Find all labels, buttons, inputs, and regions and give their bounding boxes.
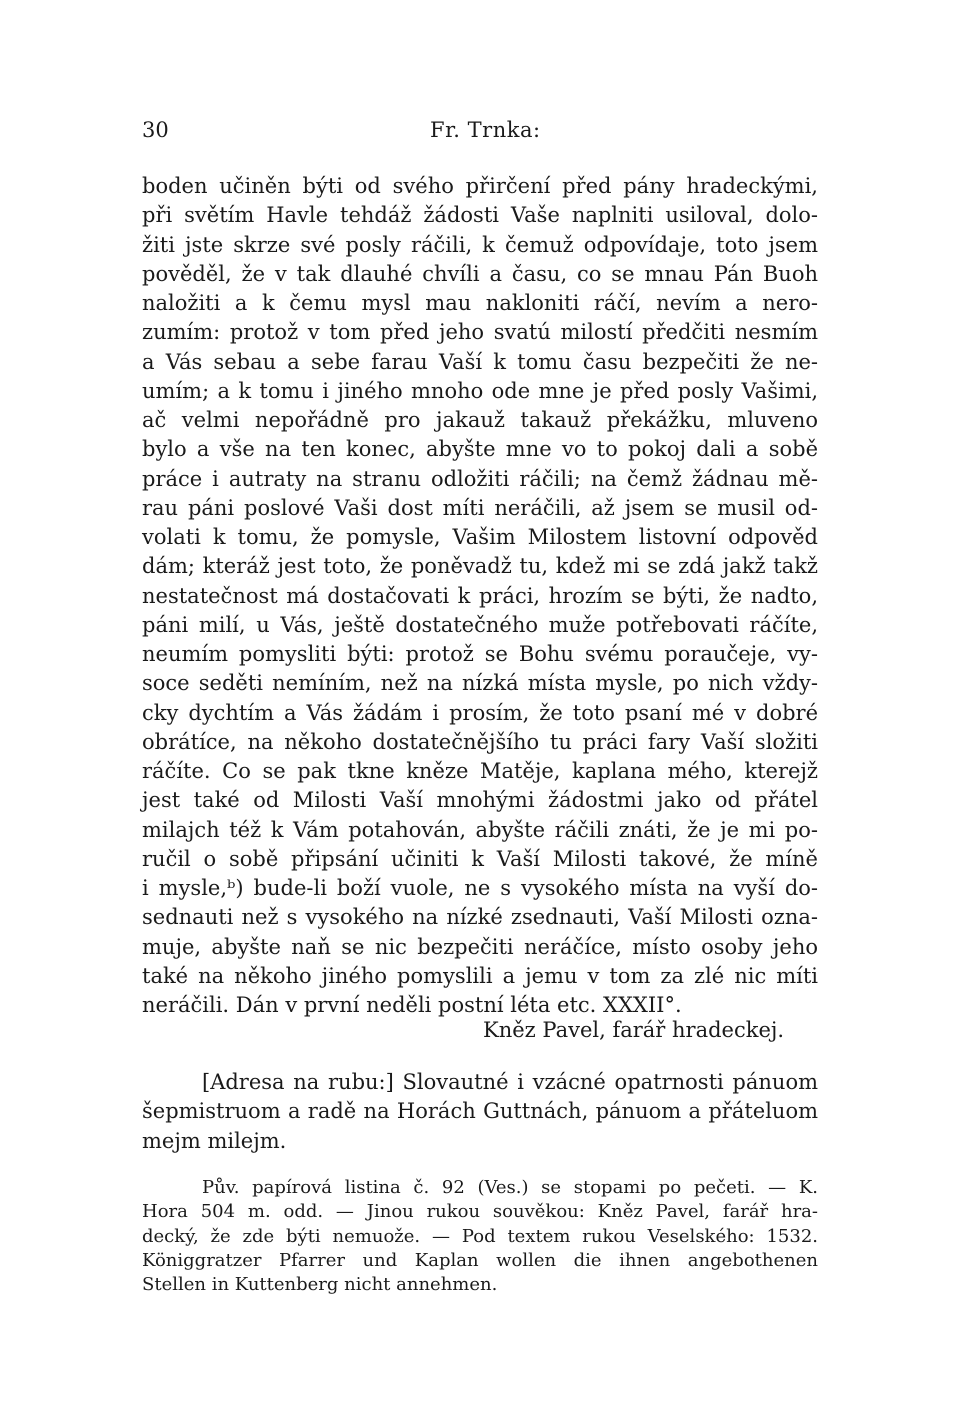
text-line: práce i autraty na stranu odložiti ráčili; na čemž žádnau mě- — [142, 466, 818, 491]
text-line: cky dychtím a Vás žádám i prosím, že toto psaní mé v dobré — [142, 700, 818, 725]
text-line: sednauti než s vysokého na nízké zsednauti, Vaší Milosti ozna- — [142, 905, 818, 930]
address-line: mejm milejm. — [142, 1128, 287, 1153]
note-line: Königgratzer Pfarrer und Kaplan wollen die ihnen angebothenen — [142, 1249, 818, 1271]
text-line: volati k tomu, že pomysle, Vašim Milostem listovní odpověd — [142, 525, 818, 549]
text-line: zumím: protož v tom před jeho svatú milostí předčiti nesmím — [142, 320, 818, 345]
text-line: rau páni poslové Vaši dost míti neráčili, až jsem se musil od- — [142, 495, 818, 520]
text-line: a Vás sebau a sebe farau Vaší k tomu času bezpečiti že ne- — [142, 349, 818, 374]
text-line: i mysle,ᵇ) bude-li boží vuole, ne s vysokého místa na vyší do- — [142, 876, 818, 900]
text-line: žiti jste skrze své posly ráčili, k čemuž odpovídaje, toto jsem — [142, 232, 818, 257]
text-line: pověděl, že v tak dlauhé chvíli a času, co se mnau Pán Buoh — [142, 261, 818, 286]
page-header — [0, 118, 960, 148]
note-line: Pův. papírová listina č. 92 (Ves.) se stopami po pečeti. — K. — [202, 1177, 818, 1198]
text-line: při světím Havle tehdáž žádosti Vaše naplniti usiloval, dolo- — [142, 203, 818, 228]
text-line: nestatečnost má dostačovati k práci, hrozím se býti, že nadto, — [142, 583, 818, 608]
address-line: šepmistruom a radě na Horách Guttnách, pánuom a přáteluom — [142, 1099, 818, 1124]
note-line: Stellen in Kuttenberg nicht annehmen. — [142, 1274, 498, 1296]
text-line: milajch též k Vám potahován, abyšte ráčili znáti, že je mi po- — [142, 817, 818, 842]
text-line: ručil o sobě připsání učiniti k Vaší Milosti takové, že míně — [142, 846, 818, 871]
signature: Kněz Pavel, farář hradeckej. — [483, 1018, 785, 1042]
text-line: obrátíce, na někoho dostatečnějšího tu práci fary Vaší složiti — [142, 729, 818, 754]
letter-body — [142, 172, 818, 1020]
text-line: dám; kteráž jest toto, že poněvadž tu, kdež mi se zdá jakž takž — [142, 554, 818, 579]
text-line: také na někoho jiného pomyslili a jemu v tom za zlé nic míti — [142, 963, 818, 988]
page-number: 30 — [142, 118, 169, 142]
text-line: neráčili. Dán v první neděli postní léta etc. XXXII°. — [142, 993, 682, 1017]
text-line: neumím pomysliti býti: protož se Bohu svému poraučeje, vy- — [142, 642, 818, 666]
text-line: umím; a k tomu i jiného mnoho ode mne je před posly Vašimi, — [142, 378, 818, 403]
editorial-note — [142, 1176, 818, 1297]
text-line: muje, abyšte naň se nic bezpečiti neráčíce, místo osoby jeho — [142, 934, 818, 959]
address-block — [142, 1068, 818, 1156]
text-line: ráčíte. Co se pak tkne kněze Matěje, kaplana mého, kterejž — [142, 759, 818, 783]
text-line: jest také od Milosti Vaší mnohými žádostmi jako od přátel — [142, 788, 818, 813]
text-line: boden učiněn býti od svého přirčení před pány hradeckými, — [142, 174, 818, 198]
text-line: páni milí, u Vás, ještě dostatečného muže potřebovati ráčíte, — [142, 612, 818, 637]
note-line: decký, že zde býti nemuože. — Pod textem rukou Veselského: 1532. — [142, 1225, 818, 1247]
running-title: Fr. Trnka: — [430, 118, 541, 142]
address-line: [Adresa na rubu:] Slovautné i vzácné opatrnosti pánuom — [202, 1070, 818, 1094]
note-line: Hora 504 m. odd. — Jinou rukou souvěkou: Kněz Pavel, farář hra- — [142, 1201, 818, 1223]
text-line: naložiti a k čemu mysl mau nakloniti ráčí, nevím a nero- — [142, 291, 818, 315]
text-line: bylo a vše na ten konec, abyšte mne vo to pokoj dali a sobě — [142, 437, 818, 462]
text-line: soce seděti nemíním, než na nízká místa mysle, po nich vždy- — [142, 671, 818, 696]
text-line: ač velmi nepořádně pro jakauž takauž překážku, mluveno — [142, 408, 818, 432]
